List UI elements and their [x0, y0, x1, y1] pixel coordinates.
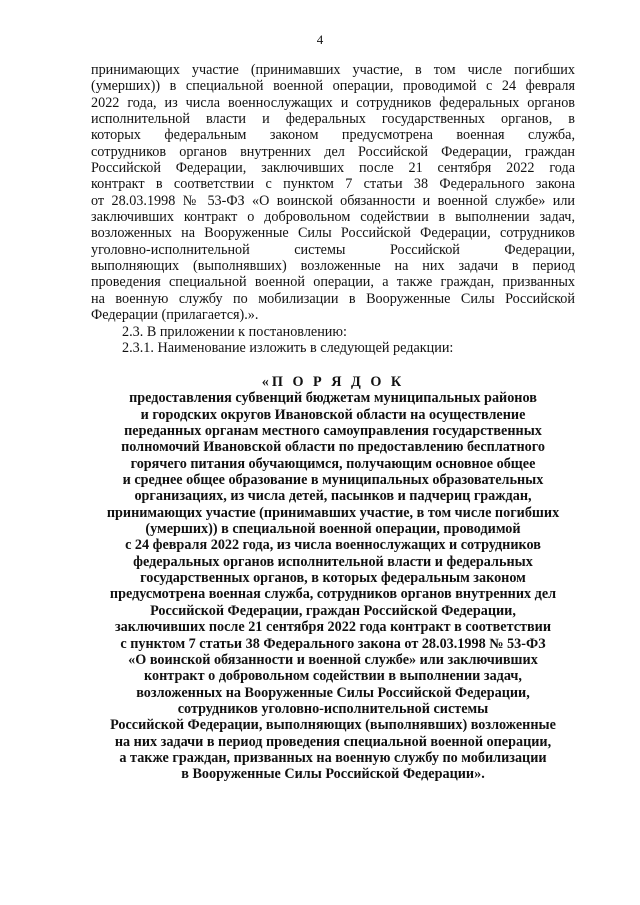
paragraph-line: от 28.03.1998 № 53-ФЗ «О воинской обязанности и военной службе» или — [91, 192, 575, 209]
order-heading-line: сотрудников уголовно-исполнительной системы — [177, 700, 489, 717]
paragraph-line: 2022 года, из числа военнослужащих и сотрудников федеральных органов — [91, 94, 575, 111]
order-heading-line: на них задачи в период проведения специальной военной операции, — [114, 733, 552, 750]
order-heading-line: и среднее общее образование в муниципальных образовательных — [122, 472, 544, 489]
paragraph-line: выполняющих (выполнявших) возложенные на них задачи в период — [91, 258, 575, 275]
order-heading-line: а также граждан, призванных на военную службу по мобилизации — [119, 749, 547, 766]
order-heading-line: заключивших после 21 сентября 2022 года контракт в соответствии — [114, 619, 551, 636]
order-heading-line: с пунктом 7 статьи 38 Федерального закона от 28.03.1998 № 53-ФЗ — [120, 635, 546, 652]
paragraph-line: Российской Федерации, заключивших после 21 сентября 2022 года — [91, 160, 575, 177]
order-heading-line: полномочий Ивановской области по предоставлению бесплатного — [121, 439, 545, 456]
order-heading-line: принимающих участие (принимавших участие, в том числе погибших — [106, 504, 560, 521]
order-heading-line: переданных органам местного самоуправления государственных — [124, 423, 542, 440]
order-heading-line: федеральных органов исполнительной власти и федеральных — [133, 553, 533, 570]
order-heading-line: с 24 февраля 2022 года, из числа военнослужащих и сотрудников — [125, 537, 541, 554]
paragraph-line: на военную службу по мобилизации в Вооруженные Силы Российской — [91, 290, 575, 307]
clause-line: 2.3.1. Наименование изложить в следующей редакции: — [122, 339, 454, 356]
paragraph-line: проведения специальной военной операции, а также граждан, призванных — [91, 274, 575, 291]
clause-line: 2.3. В приложении к постановлению: — [122, 323, 347, 340]
order-heading-line: предоставления субвенций бюджетам муниципальных районов — [129, 390, 537, 407]
paragraph-line: принимающих участие (принимавших участие, в том числе погибших — [91, 62, 575, 78]
order-heading-line: государственных органов, в которых федеральным законом — [140, 570, 526, 587]
order-heading-line: Российской Федерации, выполняющих (выполнявших) возложенные — [110, 717, 556, 734]
page-number: 4 — [316, 32, 324, 47]
paragraph-line: которых федеральным законом предусмотрена военная служба, — [91, 127, 575, 144]
paragraph-line: возложенных на Вооруженные Силы Российской Федерации, сотрудников — [91, 225, 575, 242]
order-heading-line: предусмотрена военная служба, сотрудников органов внутренних дел — [109, 586, 557, 603]
paragraph-line: сотрудников органов внутренних дел Российской Федерации, граждан — [91, 143, 575, 160]
order-heading-line: контракт о добровольном содействии в выполнении задач, — [144, 668, 522, 685]
order-title: «П О Р Я Д О К — [261, 374, 405, 390]
paragraph-line: контракт в соответствии с пунктом 7 статьи 38 Федерального закона — [91, 176, 575, 193]
order-heading-line: и городских округов Ивановской области на осуществление — [140, 406, 526, 423]
order-heading-line: возложенных на Вооруженные Силы Российской Федерации, — [136, 684, 530, 701]
paragraph-line: уголовно-исполнительной системы Российской Федерации, — [91, 241, 575, 258]
paragraph-line: Федерации (прилагается).». — [91, 307, 259, 324]
paragraph-line: заключивших контракт о добровольном содействии в выполнении задач, — [91, 209, 575, 226]
order-heading-line: (умерших)) в специальной военной операции, проводимой — [145, 521, 521, 538]
paragraph-line: (умерших)) в специальной военной операции, проводимой с 24 февраля — [91, 78, 575, 95]
order-heading-block — [91, 374, 575, 783]
order-heading-line: «О воинской обязанности и военной службе» или заключивших — [128, 651, 538, 668]
order-heading-line: Российской Федерации, граждан Российской Федерации, — [150, 602, 516, 619]
order-heading-line: организациях, из числа детей, пасынков и падчериц граждан, — [134, 488, 532, 505]
order-heading-line: горячего питания обучающимся, получающим основное общее — [130, 455, 536, 472]
body-paragraph — [91, 62, 575, 356]
paragraph-line: исполнительной власти и федеральных государственных органов, в — [91, 111, 575, 128]
order-heading-line: в Вооруженные Силы Российской Федерации». — [181, 766, 485, 783]
